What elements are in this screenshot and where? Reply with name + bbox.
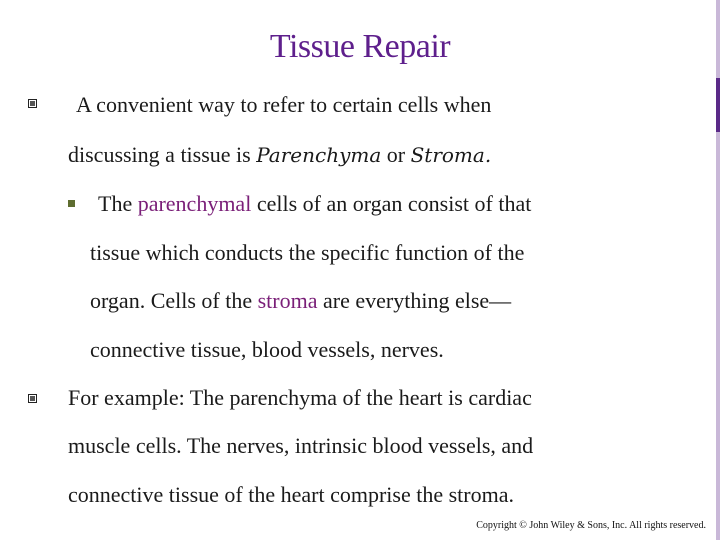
bullet2-line3: connective tissue of the heart comprise the stroma. bbox=[68, 482, 514, 507]
slide-edge-accent-dark bbox=[716, 78, 720, 132]
slide-title: Tissue Repair bbox=[269, 28, 451, 65]
sub-bullet-line1 bbox=[98, 191, 531, 217]
highlight-stroma: stroma bbox=[257, 288, 318, 313]
sub-bullet-line1-prefix: The bbox=[98, 191, 138, 216]
term-stroma: Stroma. bbox=[410, 143, 492, 167]
bullet1-line2-text: discussing a tissue is bbox=[68, 142, 257, 167]
bullet1-line2 bbox=[68, 142, 491, 168]
sub-bullet-line2: tissue which conducts the specific function of the bbox=[90, 240, 525, 265]
bullet2-line2: muscle cells. The nerves, intrinsic blood vessels, and bbox=[68, 433, 534, 458]
copyright-notice: Copyright © John Wiley & Sons, Inc. All rights reserved. bbox=[476, 520, 706, 531]
bullet-square-icon bbox=[28, 99, 37, 108]
sub-bullet-square-icon bbox=[68, 200, 75, 207]
term-parenchyma: Parenchyma bbox=[256, 143, 382, 167]
or-word: or bbox=[381, 142, 411, 167]
highlight-parenchymal: parenchymal bbox=[137, 191, 252, 216]
bullet2-line1: For example: The parenchyma of the heart is cardiac bbox=[68, 385, 532, 410]
sub-bullet-line3 bbox=[90, 288, 511, 314]
sub-bullet-line1-suffix: cells of an organ consist of that bbox=[251, 191, 532, 216]
sub-bullet-line3-prefix: organ. Cells of the bbox=[90, 288, 258, 313]
bullet-square-icon bbox=[28, 394, 37, 403]
sub-bullet-line4: connective tissue, blood vessels, nerves. bbox=[90, 337, 444, 362]
bullet1-line1: A convenient way to refer to certain cells when bbox=[76, 92, 492, 117]
sub-bullet-line3-suffix: are everything else— bbox=[317, 288, 512, 313]
